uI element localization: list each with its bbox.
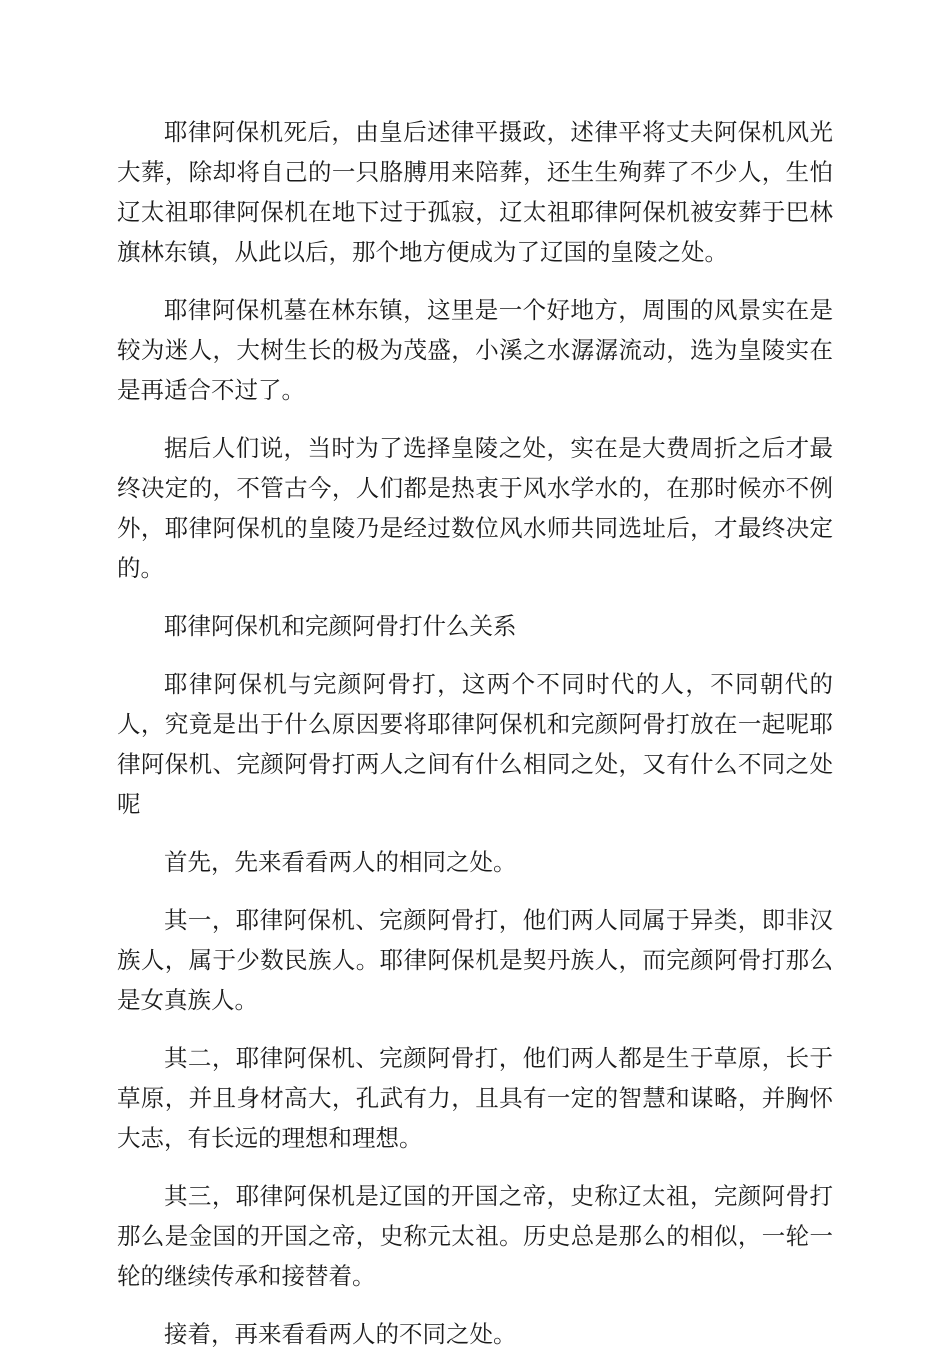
- paragraph-similarity-three: 其三，耶律阿保机是辽国的开国之帝，史称辽太祖，完颜阿骨打那么是金国的开国之帝，史称元太祖。历史总是那么的相似，一轮一轮的继续传承和接替着。: [117, 1182, 833, 1290]
- paragraph-site-selection: 据后人们说，当时为了选择皇陵之处，实在是大费周折之后才最终决定的，不管古今，人们都是热衷于风水学水的，在那时候亦不例外，耶律阿保机的皇陵乃是经过数位风水师共同选址后，才最终决定的。: [117, 434, 833, 582]
- paragraph-differences-intro: 接着，再来看看两人的不同之处。: [164, 1320, 517, 1348]
- document-body: [117, 112, 833, 1372]
- paragraph-similarity-two: 其二，耶律阿保机、完颜阿骨打，他们两人都是生于草原，长于草原，并且身材高大，孔武有力，且具有一定的智慧和谋略，并胸怀大志，有长远的理想和理想。: [117, 1044, 833, 1152]
- paragraph-similarities-intro: 首先，先来看看两人的相同之处。: [164, 848, 517, 876]
- paragraph-tomb-location: 耶律阿保机墓在林东镇，这里是一个好地方，周围的风景实在是较为迷人，大树生长的极为茂盛，小溪之水潺潺流动，选为皇陵实在是再适合不过了。: [117, 296, 833, 404]
- section-heading: 耶律阿保机和完颜阿骨打什么关系: [164, 612, 517, 640]
- paragraph-similarity-one: 其一，耶律阿保机、完颜阿骨打，他们两人同属于异类，即非汉族人，属于少数民族人。耶律阿保机是契丹族人，而完颜阿骨打那么是女真族人。: [117, 906, 833, 1014]
- paragraph-question: 耶律阿保机与完颜阿骨打，这两个不同时代的人，不同朝代的人，究竟是出于什么原因要将耶律阿保机和完颜阿骨打放在一起呢耶律阿保机、完颜阿骨打两人之间有什么相同之处，又有什么不同之处呢: [117, 670, 833, 818]
- paragraph-burial: 耶律阿保机死后，由皇后述律平摄政，述律平将丈夫阿保机风光大葬，除却将自己的一只胳膊用来陪葬，还生生殉葬了不少人，生怕辽太祖耶律阿保机在地下过于孤寂，辽太祖耶律阿保机被安葬于巴林旗林东镇，从此以后，那个地方便成为了辽国的皇陵之处。: [117, 118, 833, 266]
